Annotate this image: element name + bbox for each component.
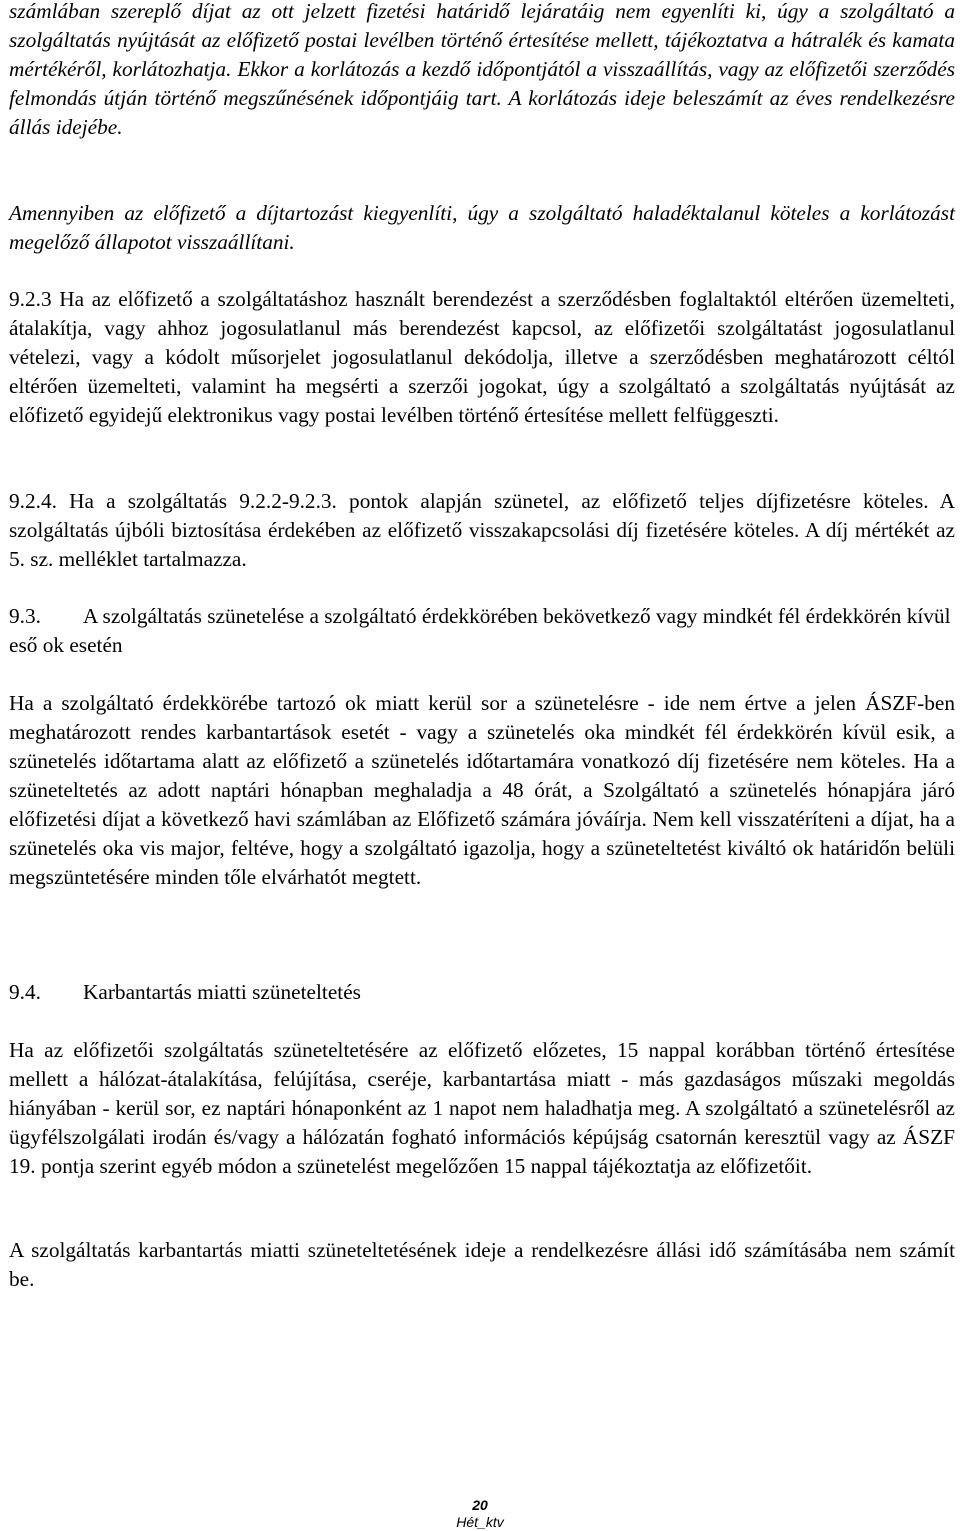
- page-number: 20: [472, 1497, 488, 1513]
- paragraph-restriction: számlában szereplő díjat az ott jelzett fizetési határidő lejáratáig nem egyenlíti ki, úgy a szolgáltató a szolgáltatás nyújtását az előfizető postai levélben történő értesítése mellett, tájékoztatva a hátralék és kamata mértékéről, korlátozhatja. Ekkor a korlátozás a kezdő időpontjától a visszaállítás, vagy az előfizetői szerződés felmondás útján történő megszűnésének időpontjáig tart. A korlátozás ideje beleszámít az éves rendelkezésre állás idejébe.: [9, 0, 955, 139]
- paragraph-suspension-provider: Ha a szolgáltató érdekkörébe tartozó ok miatt kerül sor a szünetelésre - ide nem értve a jelen ÁSZF-ben meghatározott rendes karbantartások esetét - vagy a szünetelés oka mindkét fél érdekkörén kívül esik, a szünetelés időtartama alatt az előfizető a szünetelés időtartamára vonatkozó díj fizetésére nem köteles. Ha a szüneteltetés az adott naptári hónapban meghaladja a 48 órát, a Szolgáltató a szünetelés hónapjára járó előfizetési díjat a következő havi számlában az Előfizető számára jóváírja. Nem kell visszatéríteni a díjat, ha a szünetelés oka vis major, feltéve, hogy a szolgáltató igazolja, hogy a szüneteltetést kiváltó ok határidőn belüli megszüntetésére minden tőle elvárhatót megtett.: [9, 691, 955, 889]
- page-footer: [0, 1497, 960, 1531]
- paragraph-9-2-3: 9.2.3 Ha az előfizető a szolgáltatáshoz használt berendezést a szerződésben foglaltaktól eltérően üzemelteti, átalakítja, vagy ahhoz jogosulatlanul más berendezést kapcsol, az előfizetői szolgáltatást jogosulatlanul vételezi, vagy a kódolt műsorjelet jogosulatlanul dekódolja, illetve a szerződésben meghatározott céltól eltérően üzemelteti, valamint ha megsérti a szerzői jogokat, úgy a szolgáltató a szolgáltatás nyújtását az előfizető egyidejű elektronikus vagy postai levélben történő értesítése mellett felfüggeszti.: [9, 287, 955, 427]
- document-page: [9, 0, 955, 1530]
- heading-9-4-number: 9.4.: [9, 980, 41, 1004]
- footer-company: Hét_ktv: [456, 1514, 504, 1530]
- paragraph-maintenance-availability: A szolgáltatás karbantartás miatti szüneteltetésének ideje a rendelkezésre állási idő számításába nem számít be.: [9, 1238, 955, 1291]
- paragraph-9-2-4: 9.2.4. Ha a szolgáltatás 9.2.2-9.2.3. pontok alapján szünetel, az előfizető teljes díjfizetésre köteles. A szolgáltatás újbóli biztosítása érdekében az előfizető visszakapcsolási díj fizetésére köteles. A díj mértékét az 5. sz. melléklet tartalmazza.: [9, 489, 955, 571]
- heading-9-3: [9, 602, 955, 660]
- heading-9-4: [9, 978, 955, 1007]
- heading-9-4-title: Karbantartás miatti szüneteltetés: [83, 980, 361, 1004]
- paragraph-debt-settlement: Amennyiben az előfizető a díjtartozást kiegyenlíti, úgy a szolgáltató haladéktalanul köteles a korlátozást megelőző állapotot visszaállítani.: [9, 201, 955, 254]
- paragraph-maintenance: Ha az előfizetői szolgáltatás szüneteltetésére az előfizető előzetes, 15 nappal korábban történő értesítése mellett a hálózat-átalakítása, felújítása, cseréje, karbantartása miatt - más gazdaságos műszaki megoldás hiányában - kerül sor, ez naptári hónaponként az 1 napot nem haladhatja meg. A szolgáltató a szünetelésről az ügyfélszolgálati irodán és/vagy a hálózatán fogható információs képújság csatornán keresztül vagy az ÁSZF 19. pontja szerint egyéb módon a szünetelést megelőzően 15 nappal tájékoztatja az előfizetőit.: [9, 1038, 955, 1178]
- heading-9-3-title: A szolgáltatás szünetelése a szolgáltató érdekkörében bekövetkező vagy mindkét fél érdekkörén kívül eső ok esetén: [9, 604, 951, 657]
- heading-9-3-number: 9.3.: [9, 604, 41, 628]
